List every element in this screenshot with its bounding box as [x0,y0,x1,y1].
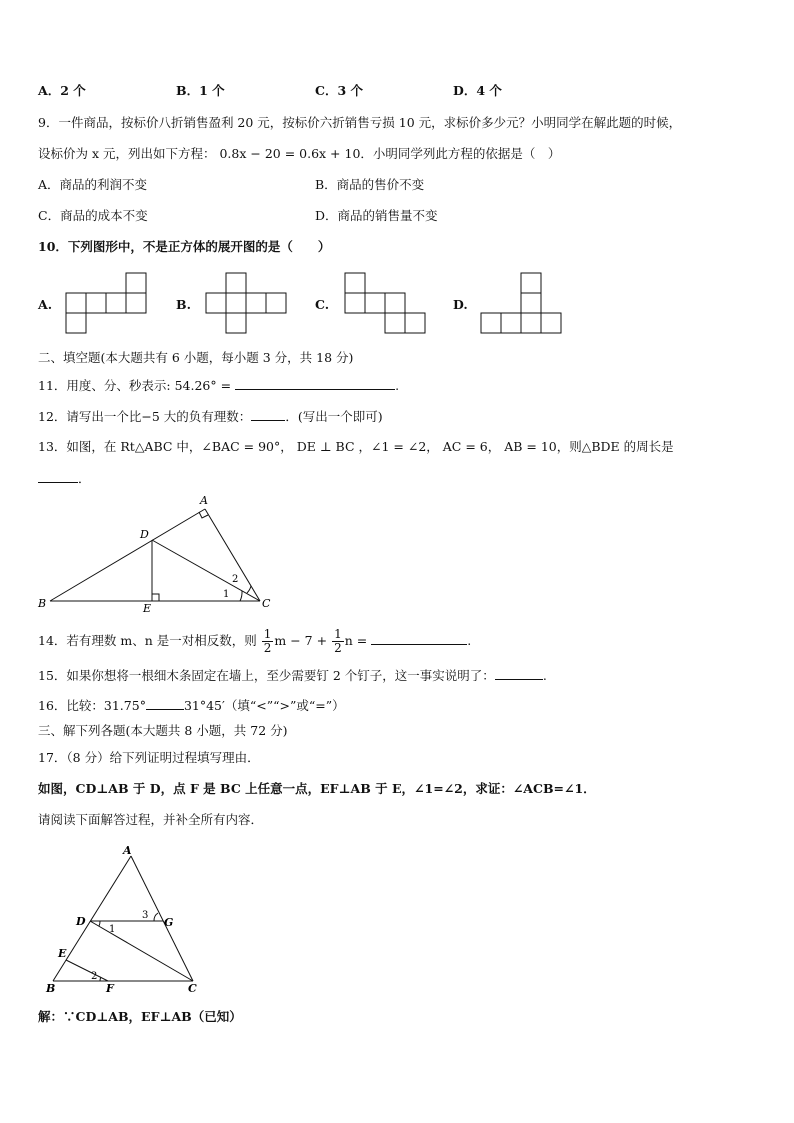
q17-line1: 17．（8 分）给下列证明过程填写理由． [38,750,260,765]
q10-label-b: B. [176,297,191,312]
q15-answer-blank[interactable] [495,666,543,680]
q12-end: ．(写出一个即可) [285,409,383,424]
label-b: B [38,597,47,610]
angle-1-arc [240,591,242,601]
q10-label-c: C. [315,297,330,312]
q8-option-c: C．3 个 [315,83,363,98]
segment-ac [131,856,193,981]
q14-mid1: m − 7 + [274,633,328,648]
q10-cube-nets [0,0,794,340]
q16-pre: 16．比较：31.75° [38,698,146,713]
segment-ba [50,509,205,601]
label-c: C [188,982,197,995]
segment-ab [53,856,131,981]
label-angle-2: 2 [232,574,239,585]
net-d [481,273,561,333]
q10-label-a: A. [38,297,53,312]
q9-option-a: A．商品的利润不变 [38,177,148,192]
label-e: E [143,602,152,615]
q8-option-b: B．1 个 [176,83,225,98]
q14-mid2: n = [344,633,368,648]
q9-line2: 设标价为 x 元，列出如下方程： 0.8x − 20 = 0.6x + 10．小明同学列此方程的依据是（ ） [38,146,561,161]
angle-1-arc [99,921,100,926]
label-angle-1: 1 [223,589,230,600]
segment-ef [66,960,108,981]
q13-line2 [38,469,91,488]
q14-pre: 14．若有理数 m、n 是一对相反数，则 [38,633,257,648]
label-e: E [58,947,67,960]
label-f: F [106,982,114,995]
q15-text: 15．如果你想将一根细木条固定在墙上，至少需要钉 2 个钉子，这一事实说明了： [38,668,495,683]
label-d: D [76,915,86,928]
q14-answer-blank[interactable] [371,631,467,645]
q17-line2: 如图，CD⊥AB 于 D，点 F 是 BC 上任意一点，EF⊥AB 于 E，∠1=∠2，求证：∠ACB=∠1． [38,781,596,796]
q12-answer-blank[interactable] [251,407,285,421]
q12 [38,407,383,426]
q9-option-b: B．商品的售价不变 [315,177,425,192]
q8-option-a: A．2 个 [38,83,86,98]
label-c: C [262,597,271,610]
q11-end: . [395,378,400,393]
label-angle-2: 2 [91,971,98,982]
q9-line1: 9．一件商品，按标价八折销售盈利 20 元，按标价六折销售亏损 10 元，求标价多少元？小明同学在解此题的时候， [38,115,682,130]
q9-option-d: D．商品的销售量不变 [315,208,438,223]
q14-fraction-2: $\frac{1}{2}$ [334,627,342,655]
q9-option-c: C．商品的成本不变 [38,208,148,223]
net-b [206,273,286,333]
angle-3-arc [154,913,158,921]
q14-end: . [467,633,472,648]
angle-2-arc [247,586,251,593]
q8-option-d: D．4 个 [453,83,502,98]
label-a: A [200,494,208,507]
q13-answer-blank[interactable] [38,469,78,483]
section2-heading: 二、填空题(本大题共有 6 小题，每小题 3 分，共 18 分) [38,350,354,365]
label-b: B [46,982,56,995]
segment-dc [90,921,193,981]
q17-solution: 解：∵CD⊥AB，EF⊥AB（已知） [38,1009,242,1024]
segment-dc [152,540,260,601]
segment-ac [205,509,260,601]
net-c [345,273,425,333]
q17-line3: 请阅读下面解答过程，并补全所有内容． [38,812,264,827]
right-angle-a [199,512,208,518]
label-angle-3: 3 [142,910,149,921]
q11 [38,376,399,395]
q14-fraction-1: $\frac{1}{2}$ [263,627,272,655]
label-angle-1: 1 [109,924,116,935]
q10-stem: 10．下列图形中，不是正方体的展开图的是（ ） [38,239,331,254]
q13-line1: 13．如图，在 Rt△ABC 中，∠BAC = 90°， DE ⊥ BC ，∠1 = ∠2， AC = 6， AB = 10，则△BDE 的周长是 [38,439,674,454]
q13-end: ． [78,471,91,486]
q11-text: 11．用度、分、秒表示: 54.26° = [38,378,232,393]
label-a: A [123,844,132,857]
q16-post: 31°45′（填“<”“>”或“=”） [183,698,345,713]
q11-answer-blank[interactable] [235,376,395,390]
q15 [38,666,547,685]
net-a [66,273,146,333]
q16 [38,696,345,715]
q13-figure [30,490,290,615]
section3-heading: 三、解下列各题(本大题共 8 小题，共 72 分) [38,723,288,738]
q14 [38,627,471,655]
q15-end: . [542,668,547,683]
right-angle-e [152,594,159,601]
q16-answer-blank[interactable] [146,696,184,710]
label-g: G [164,916,174,929]
q17-figure [38,840,213,1000]
q12-text: 12．请写出一个比−5 大的负有理数： [38,409,252,424]
label-d: D [140,528,149,541]
q10-label-d: D. [453,297,468,312]
